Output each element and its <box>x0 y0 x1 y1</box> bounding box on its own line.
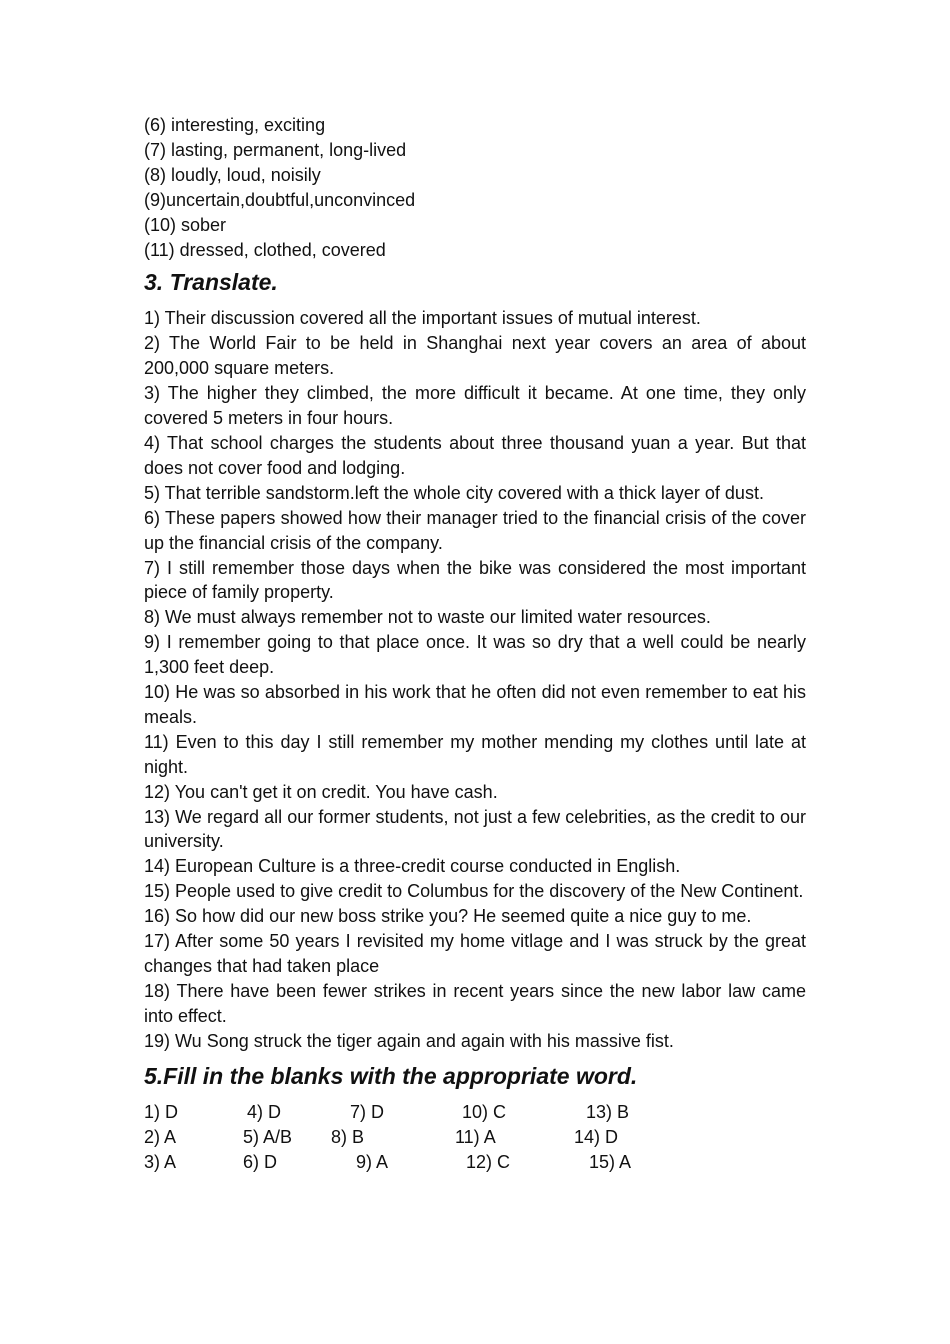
answer-item: 2) A <box>144 1126 177 1147</box>
answer-item: 7) D <box>350 1101 385 1122</box>
translation-item: 16) So how did our new boss strike you? He seemed quite a nice guy to me. <box>144 906 752 927</box>
translation-item: 9) I remember going to that place once. It was so dry that a well could be nearly 1,300 feet deep. <box>144 632 806 678</box>
translation-item: 4) That school charges the students about three thousand yuan a year. But that does not cover food and lodging. <box>144 432 806 478</box>
translation-item: 2) The World Fair to be held in Shanghai next year covers an area of about 200,000 square meters. <box>144 333 806 379</box>
list-item: (10) sober <box>144 214 227 235</box>
document-page <box>144 113 806 1176</box>
translation-item: 18) There have been fewer strikes in recent years since the new labor law came into effect. <box>144 980 806 1026</box>
translation-item: 5) That terrible sandstorm.left the whole city covered with a thick layer of dust. <box>144 482 764 503</box>
answer-item: 11) A <box>455 1126 496 1147</box>
answer-item: 13) B <box>586 1101 630 1122</box>
list-item: (11) dressed, clothed, covered <box>144 239 386 260</box>
list-item: (7) lasting, permanent, long-lived <box>144 139 407 160</box>
answer-item: 12) C <box>466 1151 511 1172</box>
section3-heading: 3. Translate. <box>144 269 278 296</box>
translation-item: 1) Their discussion covered all the important issues of mutual interest. <box>144 308 701 329</box>
answer-item: 8) B <box>331 1126 365 1147</box>
answer-item: 4) D <box>247 1101 282 1122</box>
answer-item: 3) A <box>144 1151 177 1172</box>
list-item: (9)uncertain,doubtful,unconvinced <box>144 189 416 210</box>
translation-item: 3) The higher they climbed, the more difficult it became. At one time, they only covered 5 meters in four hours. <box>144 383 806 429</box>
list-item: (6) interesting, exciting <box>144 115 326 135</box>
answer-item: 6) D <box>243 1151 278 1172</box>
section5-heading: 5.Fill in the blanks with the appropriate word. <box>144 1062 638 1089</box>
translation-item: 14) European Culture is a three-credit course conducted in English. <box>144 856 681 877</box>
section3-translation-list <box>144 306 806 1053</box>
translation-item: 8) We must always remember not to waste our limited water resources. <box>144 607 711 628</box>
translation-item: 17) After some 50 years I revisited my home vitlage and I was struck by the great changes that had taken place <box>144 931 806 976</box>
translation-item: 13) We regard all our former students, not just a few celebrities, as the credit to our university. <box>144 806 806 852</box>
translation-item: 15) People used to give credit to Columbus for the discovery of the New Continent. <box>144 881 804 902</box>
answer-item: 5) A/B <box>243 1126 293 1147</box>
answer-item: 10) C <box>462 1101 507 1122</box>
translation-item: 11) Even to this day I still remember my mother mending my clothes until late at night. <box>144 731 806 777</box>
translation-item: 12) You can't get it on credit. You have cash. <box>144 781 498 802</box>
section2-tail-list <box>144 113 806 262</box>
answer-key-grid <box>144 1100 806 1176</box>
answer-item: 14) D <box>574 1126 619 1147</box>
list-item: (8) loudly, loud, noisily <box>144 164 321 185</box>
translation-item: 6) These papers showed how their manager tried to the financial crisis of the cover up the financial crisis of the company. <box>144 507 806 553</box>
translation-item: 10) He was so absorbed in his work that he often did not even remember to eat his meals. <box>144 682 806 727</box>
answer-item: 9) A <box>356 1151 389 1172</box>
answer-item: 1) D <box>144 1101 179 1122</box>
translation-item: 7) I still remember those days when the bike was considered the most important piece of family property. <box>144 557 806 603</box>
answer-item: 15) A <box>589 1151 632 1172</box>
translation-item: 19) Wu Song struck the tiger again and again with his massive fist. <box>144 1030 674 1051</box>
